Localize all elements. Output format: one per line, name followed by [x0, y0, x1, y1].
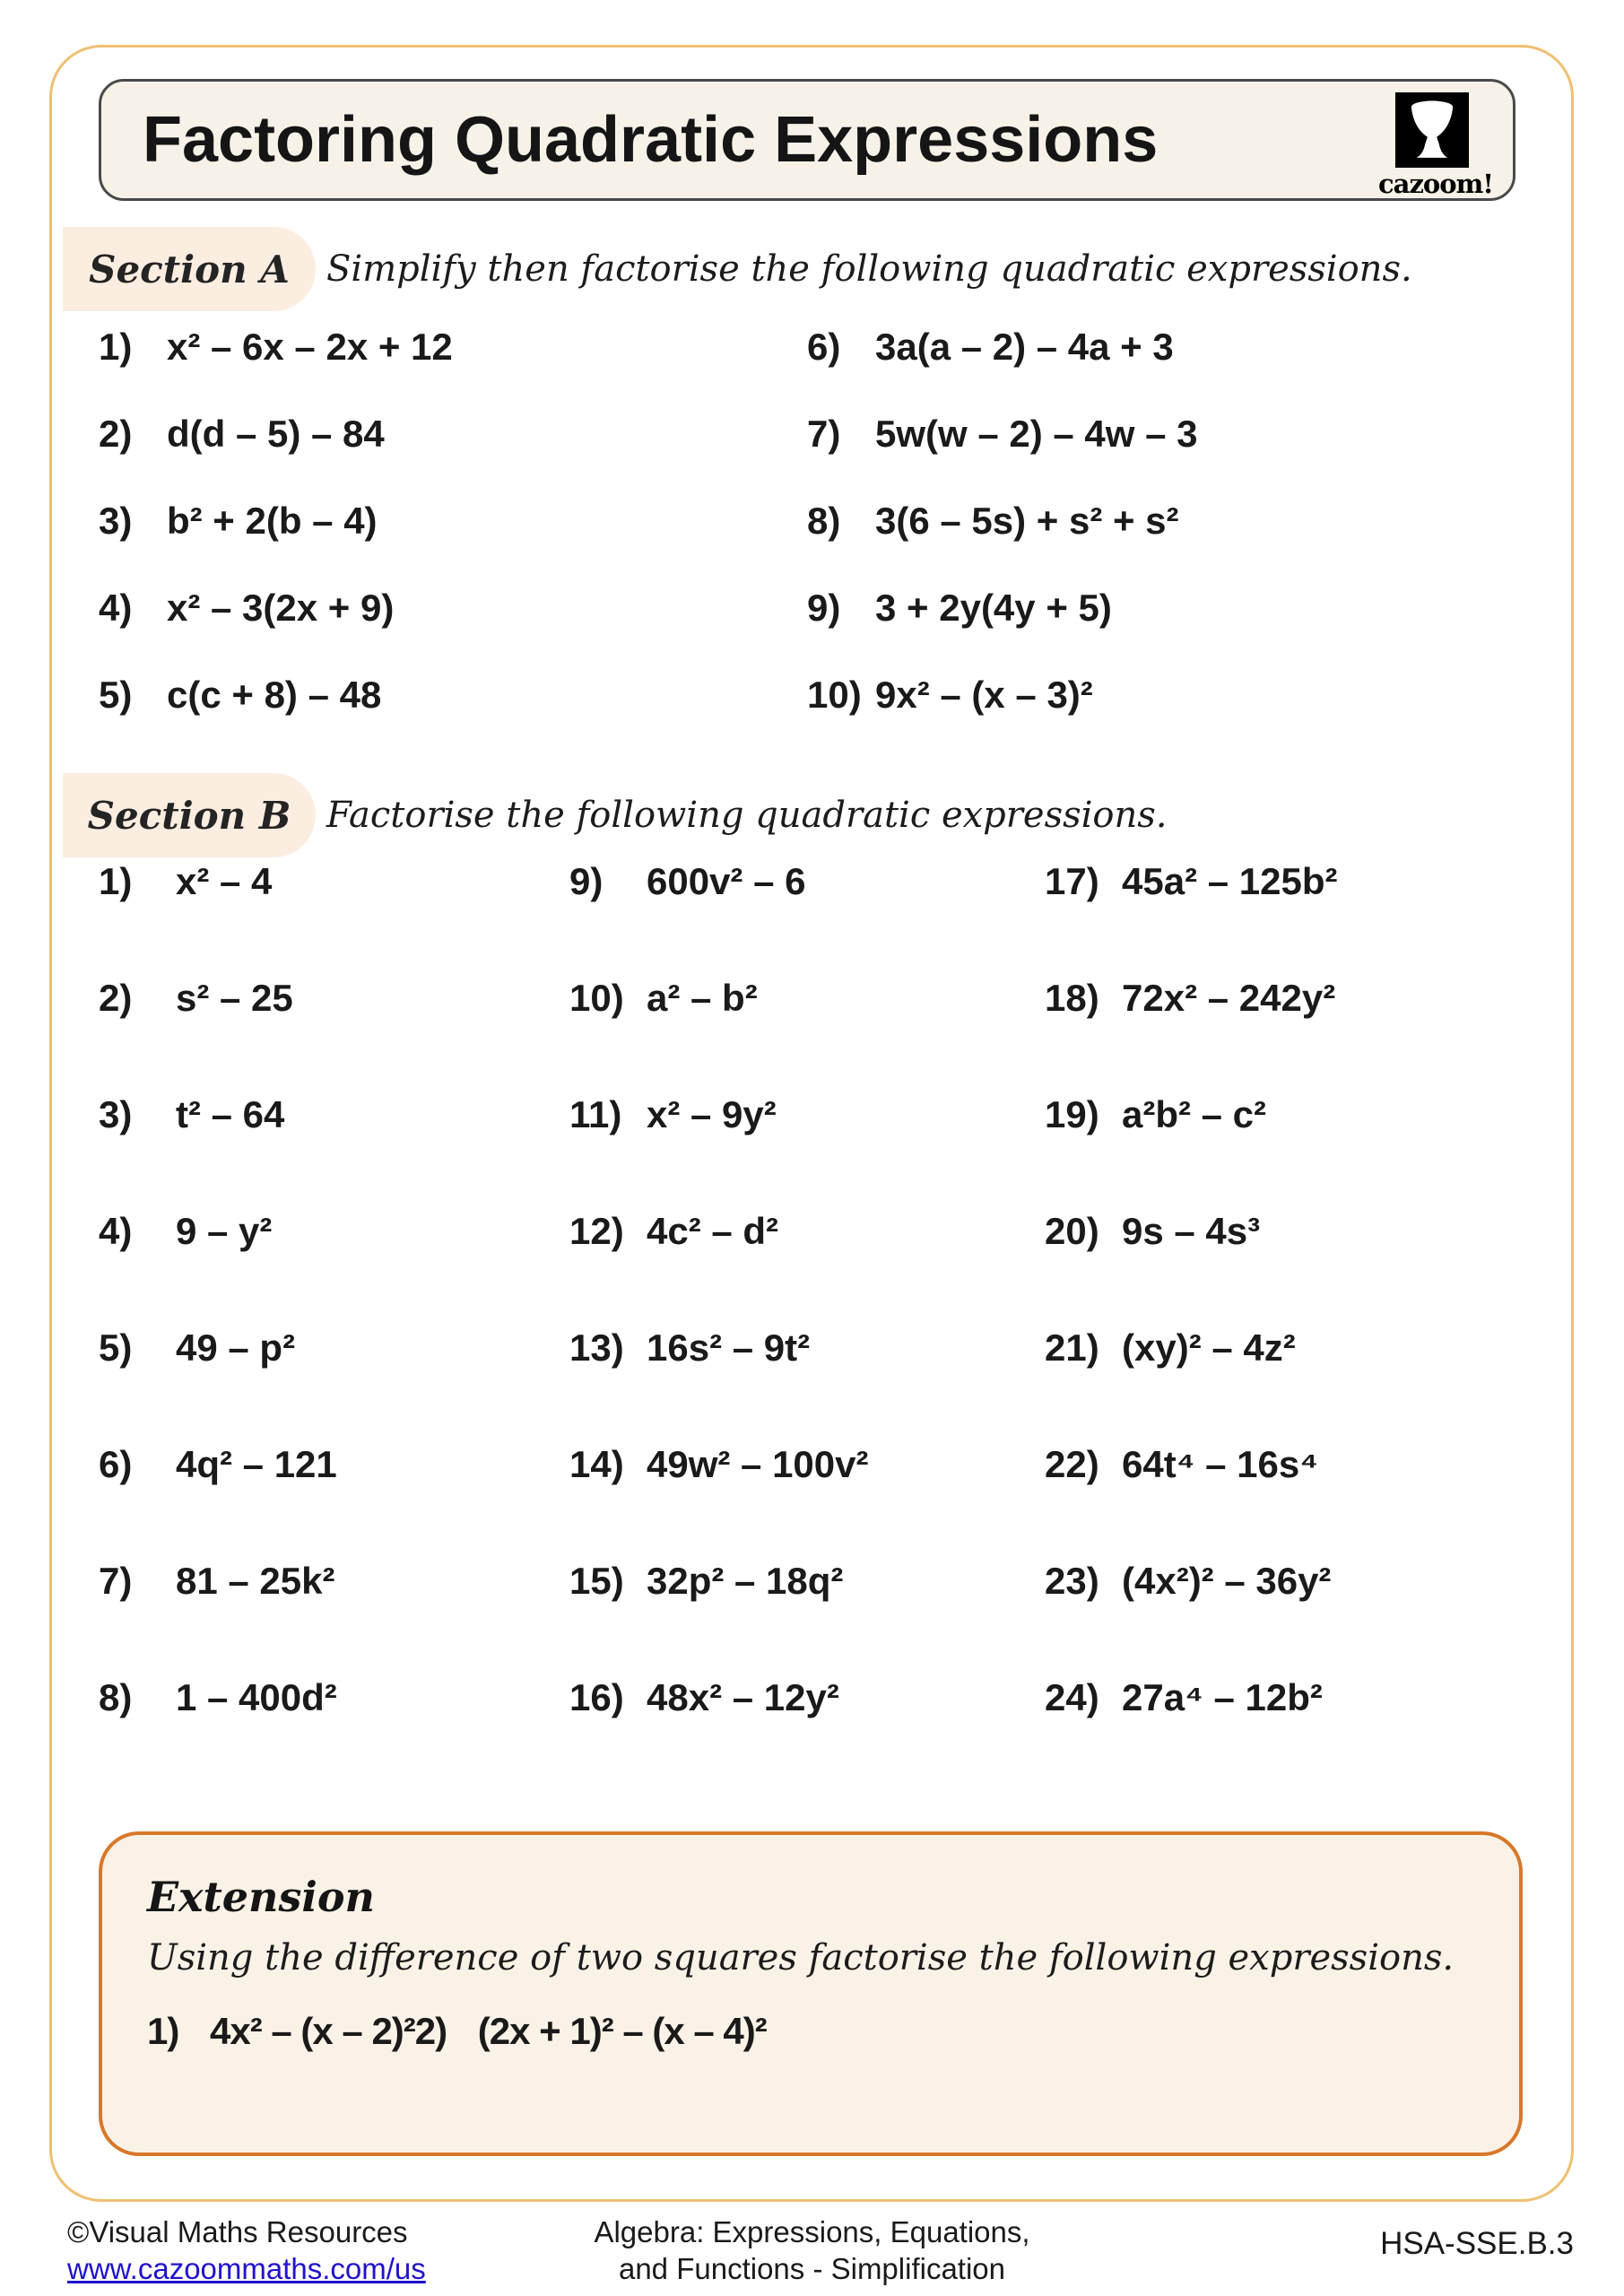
problem-number: 3) [99, 500, 133, 542]
section-b-instruction: Factorise the following quadratic expressions. [326, 795, 1168, 836]
problem-number: 4) [99, 587, 133, 629]
problem-item [99, 499, 807, 586]
footer-standard-code: HSA-SSE.B.3 [1380, 2226, 1574, 2261]
section-a-instruction: Simplify then factorise the following quadratic expressions. [326, 248, 1412, 290]
problem-item [99, 859, 569, 976]
problem-number: 5) [99, 1326, 133, 1369]
problem-number: 7) [99, 1560, 133, 1602]
problem-expression: 81 – 25k² [176, 1560, 335, 1602]
problem-number: 8) [99, 1676, 133, 1718]
extension-title: Extension [147, 1873, 375, 1921]
problem-item [807, 325, 1198, 412]
problem-expression: b² + 2(b – 4) [167, 500, 378, 542]
section-b-problems [99, 859, 1337, 1792]
problem-number: 24) [1045, 1676, 1099, 1718]
problem-expression: 1 – 400d² [176, 1676, 337, 1718]
problem-number: 20) [1045, 1210, 1099, 1252]
cazoom-logo [1378, 92, 1494, 199]
problem-expression: 49 – p² [176, 1326, 296, 1369]
problem-expression: 600v² – 6 [647, 860, 806, 902]
problem-expression: a²b² – c² [1122, 1093, 1267, 1135]
problem-item [99, 673, 807, 760]
problem-item [99, 325, 807, 412]
problem-item [807, 499, 1198, 586]
problem-number: 1) [99, 860, 133, 902]
problem-number: 10) [807, 674, 862, 716]
extension-instruction: Using the difference of two squares factorise the following expressions. [147, 1937, 1455, 1979]
section-a-label: Section A [63, 227, 316, 311]
cazoom-logo-text: cazoom! [1378, 169, 1494, 199]
problem-number: 2) [414, 2010, 447, 2052]
problem-expression: 64t⁴ – 16s⁴ [1122, 1443, 1319, 1485]
problem-number: 10) [569, 977, 624, 1019]
problem-item [99, 1326, 569, 1442]
problem-item [1045, 1559, 1337, 1675]
title-box [99, 79, 1515, 201]
footer-category-line2: and Functions - Simplification [618, 2252, 1006, 2285]
cazoom-drum-icon [1395, 92, 1469, 168]
problem-item [807, 412, 1198, 499]
problem-number: 12) [569, 1210, 624, 1252]
problem-item [569, 1675, 1045, 1792]
problem-number: 4) [99, 1210, 133, 1252]
section-b-label: Section B [63, 773, 316, 857]
problem-item [99, 1209, 569, 1326]
problem-number: 1) [99, 326, 133, 368]
problem-number: 22) [1045, 1443, 1099, 1485]
problem-expression: 32p² – 18q² [647, 1560, 844, 1602]
problem-item [807, 673, 1198, 760]
problem-expression: t² – 64 [176, 1093, 285, 1135]
problem-item [569, 976, 1045, 1092]
extension-problems [147, 2009, 1519, 2054]
footer-copyright: ©Visual Maths Resources [67, 2215, 408, 2248]
problem-expression: 27a⁴ – 12b² [1122, 1676, 1323, 1718]
problem-number: 6) [807, 326, 841, 368]
problem-number: 5) [99, 674, 133, 716]
problem-expression: s² – 25 [176, 977, 293, 1019]
problem-expression: 16s² – 9t² [647, 1326, 811, 1369]
page-title: Factoring Quadratic Expressions [143, 104, 1159, 176]
problem-expression: (xy)² – 4z² [1122, 1326, 1296, 1369]
problem-expression: (4x²)² – 36y² [1122, 1560, 1332, 1602]
problem-number: 1) [147, 2010, 179, 2052]
problem-number: 23) [1045, 1560, 1099, 1602]
problem-expression: 48x² – 12y² [647, 1676, 839, 1718]
problem-number: 2) [99, 977, 133, 1019]
footer-category [594, 2213, 1029, 2287]
problem-expression: 45a² – 125b² [1122, 860, 1338, 902]
footer-category-line1: Algebra: Expressions, Equations, [594, 2215, 1030, 2248]
problem-expression: 4x² – (x – 2)² [210, 2010, 415, 2052]
problem-expression: c(c + 8) – 48 [167, 674, 382, 716]
problem-item [99, 1559, 569, 1675]
section-a-problems [99, 325, 1198, 760]
problem-number: 11) [569, 1093, 622, 1135]
problem-number: 19) [1045, 1093, 1099, 1135]
problem-number: 16) [569, 1676, 624, 1718]
problem-expression: x² – 3(2x + 9) [167, 587, 395, 629]
problem-number: 2) [99, 413, 133, 455]
problem-expression: x² – 9y² [647, 1093, 777, 1135]
problem-item [1045, 1092, 1337, 1209]
problem-item [99, 1092, 569, 1209]
problem-item [569, 1559, 1045, 1675]
problem-number: 9) [807, 587, 841, 629]
problem-item [1045, 1326, 1337, 1442]
problem-item [1045, 1442, 1337, 1559]
problem-item [1045, 1209, 1337, 1326]
problem-item [99, 412, 807, 499]
problem-item [569, 859, 1045, 976]
problem-expression: 49w² – 100v² [647, 1443, 869, 1485]
problem-item [569, 1209, 1045, 1326]
problem-item [99, 1442, 569, 1559]
footer-website-link[interactable]: www.cazoommaths.com/us [67, 2252, 426, 2285]
problem-expression: 3(6 – 5s) + s² + s² [875, 500, 1179, 542]
problem-item [99, 1675, 569, 1792]
problem-number: 21) [1045, 1326, 1099, 1369]
problem-number: 8) [807, 500, 841, 542]
problem-expression: 72x² – 242y² [1122, 977, 1336, 1019]
problem-item [1045, 859, 1337, 976]
problem-number: 9) [569, 860, 604, 902]
problem-expression: 9s – 4s³ [1122, 1210, 1261, 1252]
problem-number: 7) [807, 413, 841, 455]
problem-number: 14) [569, 1443, 624, 1485]
problem-number: 15) [569, 1560, 624, 1602]
problem-number: 18) [1045, 977, 1099, 1019]
problem-item [99, 976, 569, 1092]
problem-item [1045, 1675, 1337, 1792]
problem-number: 17) [1045, 860, 1099, 902]
problem-number: 13) [569, 1326, 624, 1369]
problem-item [569, 1442, 1045, 1559]
problem-item [807, 586, 1198, 673]
problem-expression: 9x² – (x – 3)² [875, 674, 1093, 716]
problem-item [147, 2009, 415, 2054]
footer-left [67, 2213, 426, 2287]
problem-item [99, 586, 807, 673]
problem-number: 6) [99, 1443, 133, 1485]
problem-expression: x² – 6x – 2x + 12 [167, 326, 453, 368]
problem-number: 3) [99, 1093, 133, 1135]
problem-expression: x² – 4 [176, 860, 273, 902]
problem-expression: a² – b² [647, 977, 758, 1019]
problem-item [1045, 976, 1337, 1092]
problem-item [415, 2009, 767, 2054]
problem-expression: 9 – y² [176, 1210, 273, 1252]
problem-expression: d(d – 5) – 84 [167, 413, 385, 455]
problem-expression: 4q² – 121 [176, 1443, 337, 1485]
problem-expression: 5w(w – 2) – 4w – 3 [875, 413, 1198, 455]
problem-item [569, 1326, 1045, 1442]
extension-box [99, 1831, 1523, 2156]
problem-expression: (2x + 1)² – (x – 4)² [477, 2010, 767, 2052]
problem-item [569, 1092, 1045, 1209]
problem-expression: 3 + 2y(4y + 5) [875, 587, 1112, 629]
problem-expression: 4c² – d² [647, 1210, 779, 1252]
problem-expression: 3a(a – 2) – 4a + 3 [875, 326, 1174, 368]
